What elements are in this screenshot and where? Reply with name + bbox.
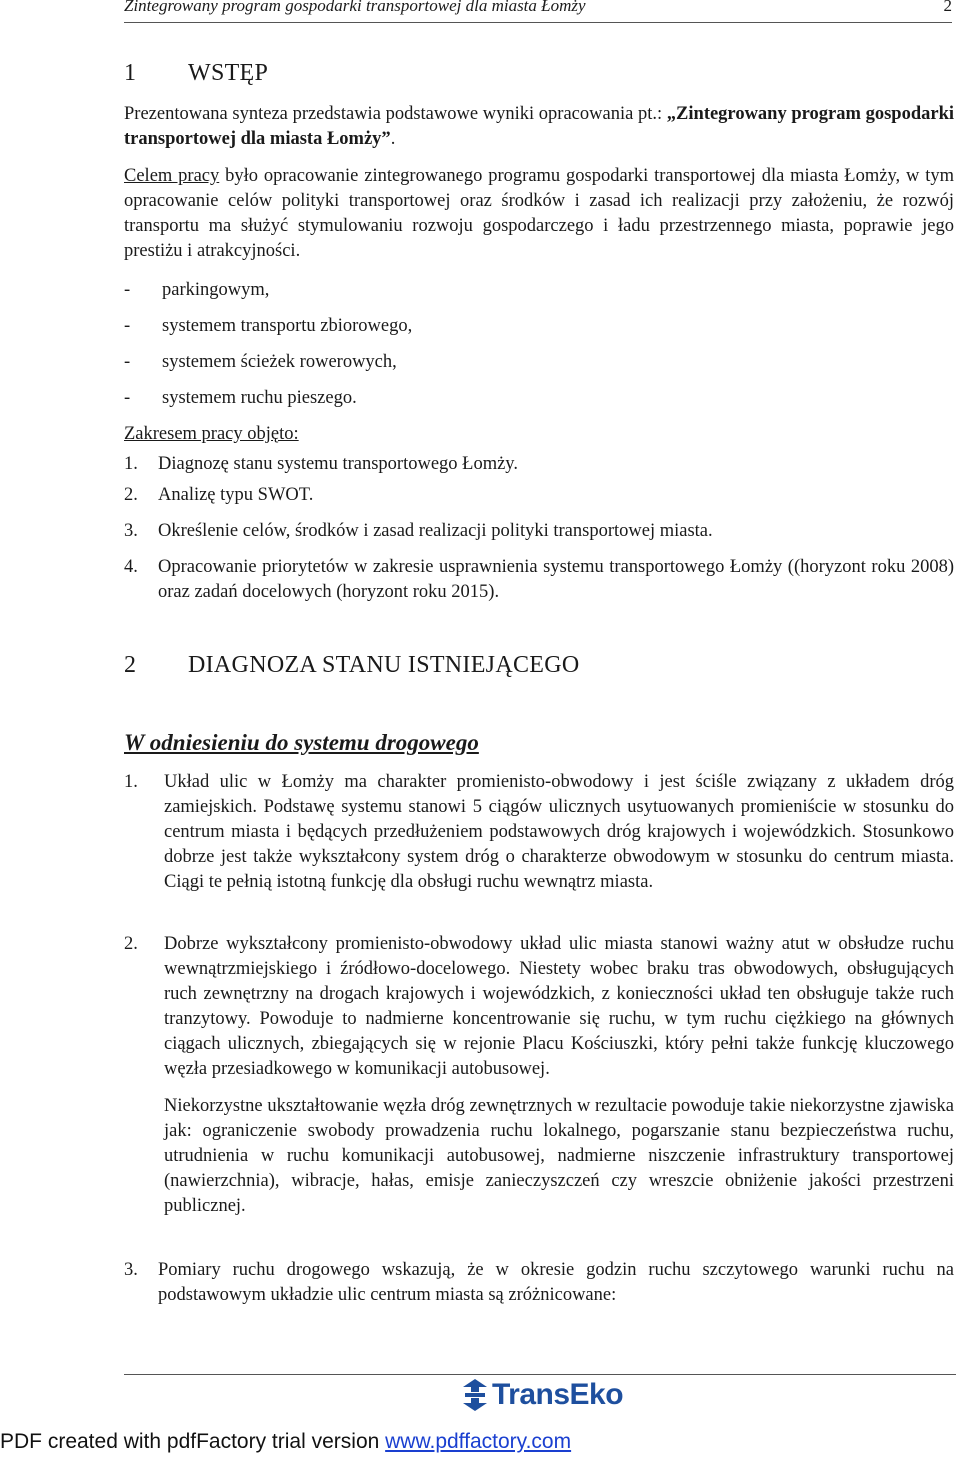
transeko-logo [462,1376,623,1414]
diagnosis-item-number: 3. [124,1260,138,1280]
intro-bold-title: „Zintegrowany program gospodarki transportowej dla miasta Łomży” [124,104,955,149]
intro-paragraph [124,102,954,152]
dash-item-text: systemem ruchu pieszego. [162,388,357,408]
scope-item [124,555,954,605]
transeko-logo-icon [462,1378,488,1412]
page-number: 2 [943,0,952,15]
section-1-heading [124,60,268,87]
dash-item-text: systemem transportu zbiorowego, [162,316,413,336]
scope-item-number: 4. [124,557,138,577]
intro-text: Prezentowana synteza przedstawia podstawowe wyniki opracowania pt.: [124,104,667,124]
running-header [124,0,952,23]
scope-item-number: 1. [124,454,138,474]
scope-item [124,483,313,508]
diagnosis-item [124,770,954,895]
scope-item-text: Analizę typu SWOT. [158,485,314,505]
pdffactory-link[interactable]: www.pdffactory.com [385,1430,572,1453]
diagnosis-item-number: 2. [124,934,138,954]
dash-item: - systemem transportu zbiorowego, [124,316,413,336]
scope-item [124,519,713,544]
goal-text: było opracowanie zintegrowanego programu gospodarki transportowej dla miasta Łomży, w tym opracowanie celów polityki transportowej oraz środków i zasad ich realizacji przy założeniu, że rozwój transportu ma służyć stymulowaniu rozwoju gospodarczego i ładu przestrzennego miasta, poprawie jego prestiżu i atrakcyjności. [124,166,955,261]
scope-item-number: 2. [124,485,138,505]
scope-item-number: 3. [124,521,138,541]
intro-end: . [390,129,396,149]
diagnosis-item-number: 1. [124,772,138,792]
scope-item-text: Opracowanie priorytetów w zakresie usprawnienia systemu transportowego Łomży ((horyzont roku 2008) oraz zadań docelowych (horyzont roku 2015). [158,557,954,602]
dash-item: - systemem ścieżek rowerowych, [124,352,397,372]
pdf-watermark-text: PDF created with pdfFactory trial version [0,1430,386,1453]
subsection-heading: W odniesieniu do systemu drogowego [124,730,479,755]
dash-item: - systemem ruchu pieszego. [124,388,357,408]
diagnosis-item-continuation: Niekorzystne ukształtowanie węzła dróg zewnętrznych w rezultacie powoduje takie niekorzystne zjawiska jak: ograniczenie swobody prowadzenia ruchu lokalnego, pogarszanie stanu bezpieczeństwa ruchu, utrudnienia w ruchu komunikacji autobusowej, nadmierne niszczenie infrastruktury transportowej (nawierzchnia), wibracje, hałas, emisje zanieczyszczeń czy wreszcie obniżenie jakości przestrzeni publicznej. [164,1096,954,1216]
section-2-number: 2 [124,652,137,678]
diagnosis-item [124,1258,954,1308]
scope-item-text: Określenie celów, środków i zasad realizacji polityki transportowej miasta. [158,521,713,541]
header-title: Zintegrowany program gospodarki transportowej dla miasta Łomży [124,0,586,15]
scope-item-text: Diagnozę stanu systemu transportowego Łomży. [158,454,518,474]
scope-item [124,452,518,477]
section-2-title: DIAGNOZA STANU ISTNIEJĄCEGO [188,652,580,678]
logo-text: TransEko [492,1378,624,1411]
goal-label: Celem pracy [124,166,220,186]
diagnosis-item [124,932,954,1219]
section-2-heading [124,652,580,679]
footer-divider [124,1374,956,1375]
dash-item-text: parkingowym, [162,280,270,300]
goal-paragraph [124,164,954,264]
diagnosis-item-text: Pomiary ruchu drogowego wskazują, że w okresie godzin ruchu szczytowego warunki ruchu na podstawowym układzie ulic centrum miasta są zróżnicowane: [158,1260,954,1305]
diagnosis-item-text: Dobrze wykształcony promienisto-obwodowy układ ulic miasta stanowi ważny atut w obsłudze ruchu wewnątrzmiejskiego i źródłowo-docelowego. Niestety wobec braku tras obwodowych, obsługujących ruch zewnętrzny na drogach krajowych i wojewódzkich, z konieczności układ ten obsługuje także ruch tranzytowy. Powoduje to nadmierne koncentrowanie się ruchu, w tym ruchu ciężkiego na głównych ciągach ulicznych, zbiegających się w rejonie Placu Kościuszki, który pełni także funkcję kluczowego węzła przesiadkowego w komunikacji autobusowej. [164,934,954,1079]
diagnosis-item-text: Układ ulic w Łomży ma charakter promienisto-obwodowy i jest ściśle związany z układem dróg zamiejskich. Podstawę systemu stanowi 5 ciągów ulicznych usytuowanych promieniście w stosunku do centrum miasta i będących przedłużeniem podstawowych dróg krajowych i wojewódzkich. Stosunkowo dobrze jest także wykształcony system dróg o charakterze obwodowym w stosunku do centrum miasta. Ciągi te pełnią istotną funkcję dla obsługi ruchu wewnątrz miasta. [164,772,954,892]
dash-item: - parkingowym, [124,280,270,300]
scope-label: Zakresem pracy objęto: [124,424,299,444]
section-1-number: 1 [124,60,137,86]
dash-item-text: systemem ścieżek rowerowych, [162,352,397,372]
section-1-title: WSTĘP [188,60,269,86]
pdf-watermark [0,1430,571,1454]
